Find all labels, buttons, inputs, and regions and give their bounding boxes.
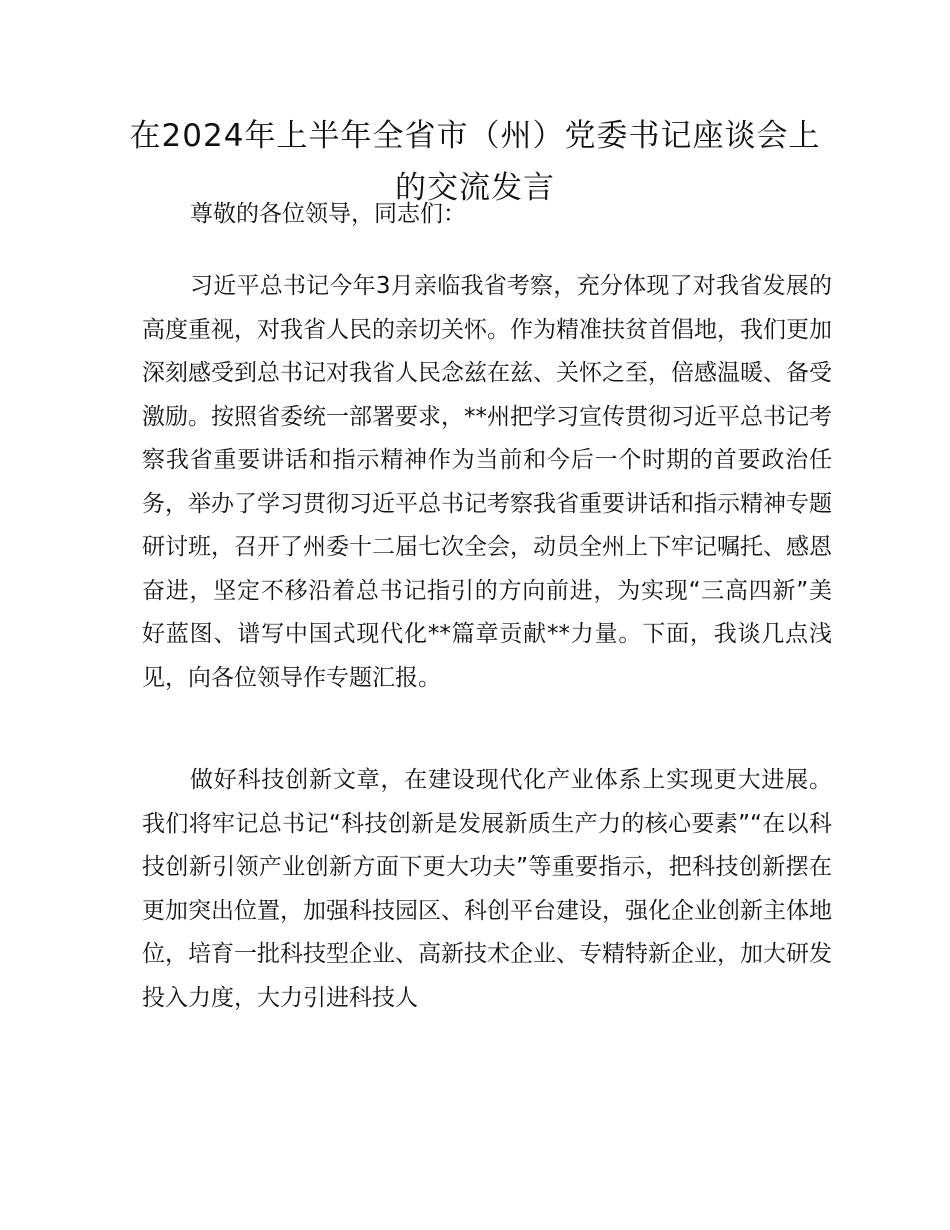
salutation: 尊敬的各位领导，同志们： [190,201,466,227]
body-paragraph-2: 做好科技创新文章，在建设现代化产业体系上实现更大进展。我们将牢记总书记“科技创新是发展新质生产力的核心要素”“在以科技创新引领产业创新方面下更大功夫”等重要指示，把科技创新摆在更加突出位置，加强科技园区、科创平台建设，强化企业创新主体地位，培育一批科技型企业、高新技术企业、专精特新企业，加大研发投入力度，大力引进科技人 [142,767,832,1011]
document-title: 在2024年上半年全省市（州）党委书记座谈会上的交流发言 [129,118,821,206]
body-paragraph-1: 习近平总书记今年3月亲临我省考察，充分体现了对我省发展的高度重视，对我省人民的亲切关怀。作为精准扶贫首倡地，我们更加深刻感受到总书记对我省人民念兹在兹、关怀之至，倍感温暖、备受激励。按照省委统一部署要求，**州把学习宣传贯彻习近平总书记考察我省重要讲话和指示精神作为当前和今后一个时期的首要政治任务，举办了学习贯彻习近平总书记考察我省重要讲话和指示精神专题研讨班，召开了州委十二届七次全会，动员全州上下牢记嘱托、感恩奋进，坚定不移沿着总书记指引的方向前进，为实现“三高四新”美好蓝图、谱写中国式现代化**篇章贡献**力量。下面，我谈几点浅见，向各位领导作专题汇报。 [142,273,832,691]
